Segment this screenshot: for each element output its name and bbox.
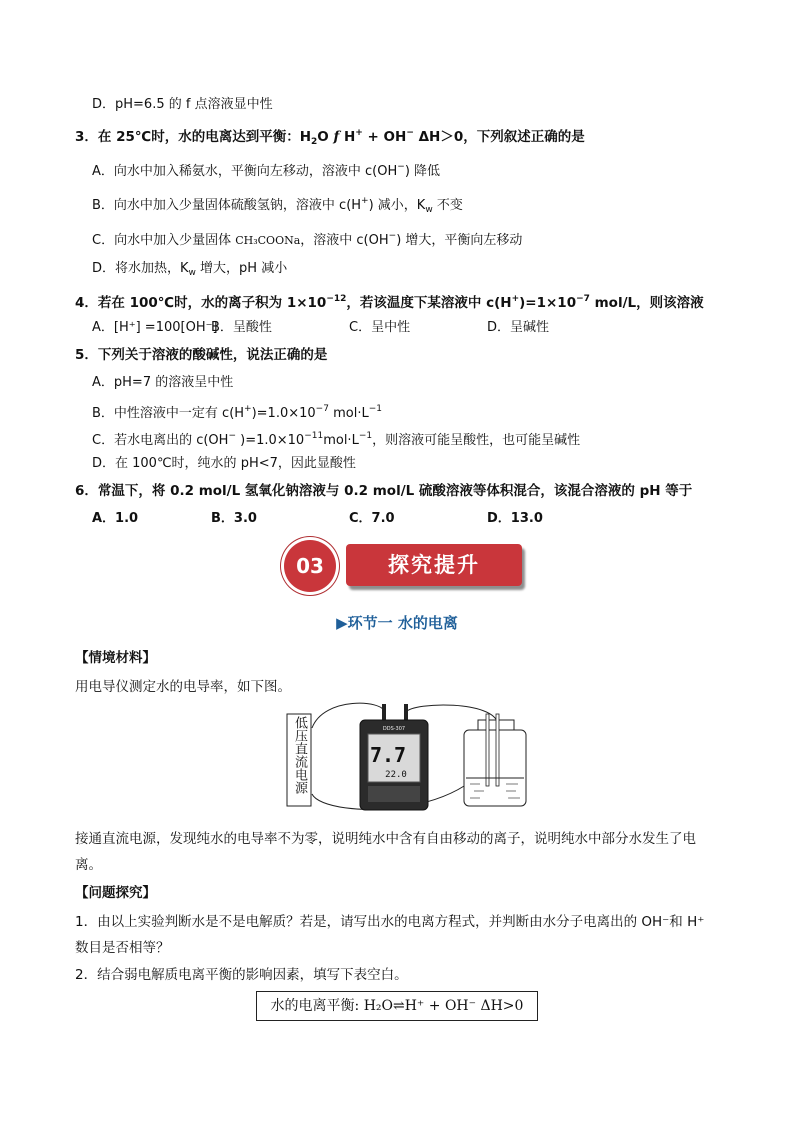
q5-option-b: B．中性溶液中一定有 $c(H^+)=1.0\times 10^{-7}$ $mol\cdot L^{-1}$ xyxy=(92,404,382,421)
bottle xyxy=(464,730,526,806)
q5-option-d: D．在 100℃时，纯水的 pH<7，因此显酸性 xyxy=(92,456,356,471)
section-banner xyxy=(284,540,534,592)
meter-temp: 22.0 xyxy=(385,770,407,780)
q6-option-b: B．3.0 xyxy=(211,511,257,526)
q3-option-a: A．向水中加入稀氨水，平衡向左移动，溶液中 c(OH−) 降低 xyxy=(92,162,441,179)
q6-option-a: A．1.0 xyxy=(92,511,139,526)
meter-reading: 7.7 xyxy=(369,743,407,767)
banner-number-badge: 03 xyxy=(284,540,336,592)
inquiry-question-1b: 数目是否相等？ xyxy=(75,940,170,956)
q4-option-c: C．呈中性 xyxy=(349,320,411,335)
material-body-line1: 接通直流电源，发现纯水的电导率不为零，说明纯水中含有自由移动的离子，说明纯水中部分水发生了电 xyxy=(75,831,696,847)
banner-bar xyxy=(346,544,522,586)
q4-option-d: D．呈碱性 xyxy=(487,320,550,335)
q5-option-a: A．pH=7 的溶液呈中性 xyxy=(92,375,234,390)
conductivity-figure xyxy=(284,698,532,820)
q5-stem: 5．下列关于溶液的酸碱性，说法正确的是 xyxy=(75,347,328,363)
q4-option-a: A．[H⁺] =100[OH⁻] xyxy=(92,320,218,335)
q6-stem: 6．常温下，将 0.2 mol/L 氢氧化钠溶液与 0.2 mol/L 硫酸溶液等体积混合，该混合溶液的 pH 等于 xyxy=(75,483,693,499)
inquiry-heading: 【问题探究】 xyxy=(75,885,156,901)
q2-option-d: D．pH=6.5 的 f 点溶液显中性 xyxy=(92,97,273,112)
q5-option-c: C．若水电离出的 c(OH− )$=1.0\times 10^{-11}mol\cdot L^{-1}$，则溶液可能呈酸性，也可能呈碱性 xyxy=(92,431,581,448)
q3-option-c: C．向水中加入少量固体 CH₃COONa，溶液中 c(OH−) 增大，平衡向左移动 xyxy=(92,231,523,248)
power-source-label: 低压直流电源 xyxy=(292,716,307,794)
section-title: ▶环节一 水的电离 xyxy=(336,614,458,632)
q4-stem: 4．若在 100℃时，水的离子积为 $1\times 10^{-12}$，若该温度下某溶液中 $c(H^+)=1\times 10^{-7}$ mol/L，则该溶液 xyxy=(75,294,704,311)
q4-option-b: B．呈酸性 xyxy=(211,320,272,335)
material-heading: 【情境材料】 xyxy=(75,650,156,666)
banner-label: 探究提升 xyxy=(388,553,480,577)
q3-stem: 3．在 25℃时，水的电离达到平衡：$H_2O$ f H+ + OH− ΔH＞0，下列叙述正确的是 xyxy=(75,128,585,147)
equation-box: 水的电离平衡: H₂O⇌H⁺ + OH⁻ ΔH>0 xyxy=(256,991,538,1021)
material-intro: 用电导仪测定水的电导率，如下图。 xyxy=(75,679,291,695)
inquiry-question-1a: 1．由以上实验判断水是不是电解质？若是，请写出水的电离方程式，并判断由水分子电离出的 OH⁻和 H⁺ xyxy=(75,914,705,930)
q3-option-b: B．向水中加入少量固体硫酸氢钠，溶液中 c(H+) 减小，$K_w$ 不变 xyxy=(92,196,463,215)
material-body-line2: 离。 xyxy=(75,857,102,873)
q3-option-d: D．将水加热，$K_w$ 增大，pH 减小 xyxy=(92,261,288,278)
inquiry-question-2: 2．结合弱电解质电离平衡的影响因素，填写下表空白。 xyxy=(75,967,408,983)
meter-brand: DDS-307 xyxy=(382,726,406,732)
q6-option-d: D．13.0 xyxy=(487,511,543,526)
q6-option-c: C．7.0 xyxy=(349,511,395,526)
